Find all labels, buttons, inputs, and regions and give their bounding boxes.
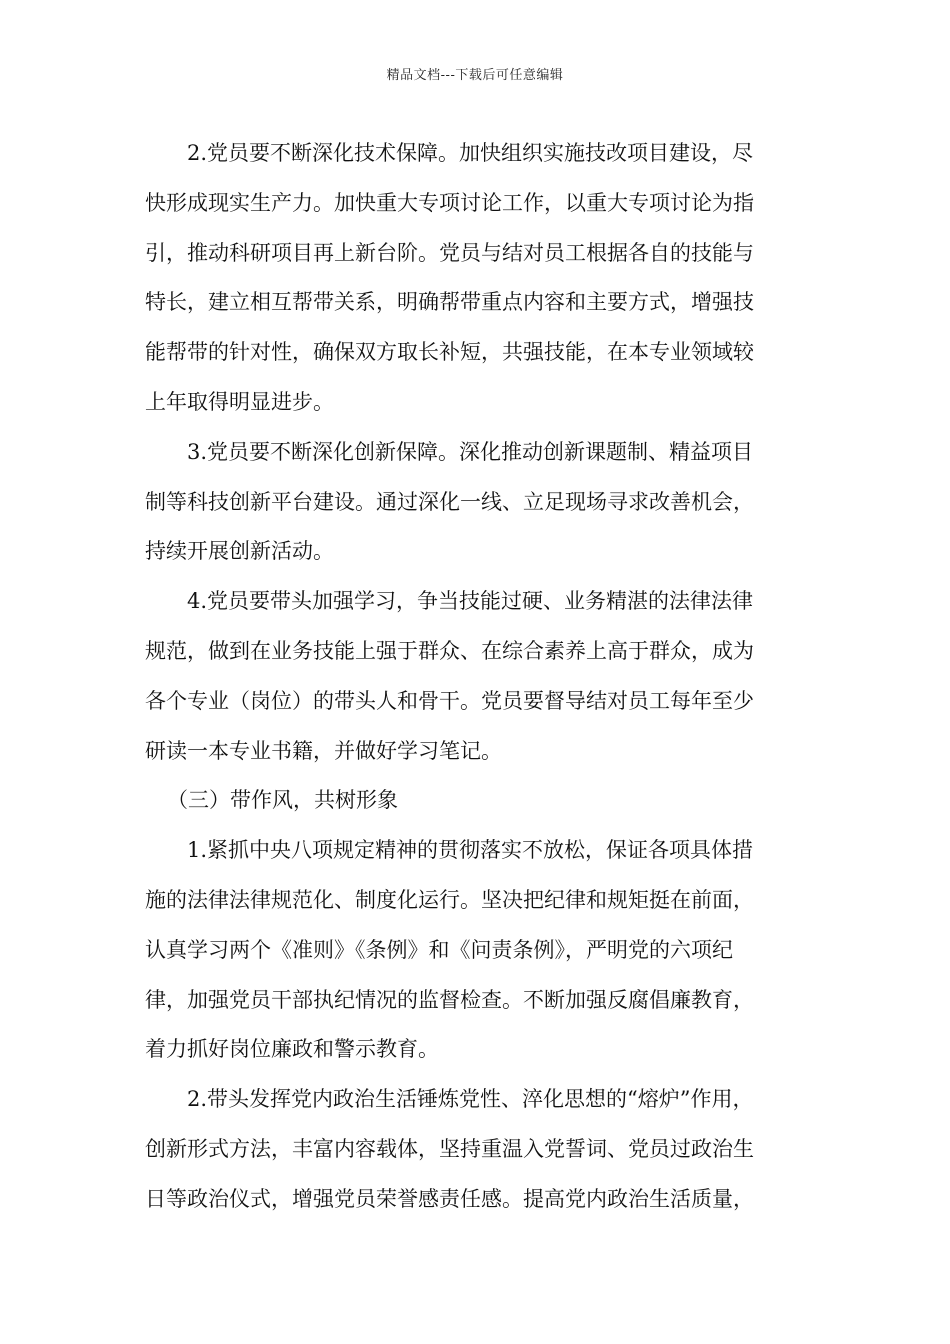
paragraph-line: 4.党员要带头加强学习，争当技能过硬、业务精湛的法律法律 <box>187 589 754 614</box>
paragraph-line: 日等政治仪式，增强党员荣誉感责任感。提高党内政治生活质量， <box>145 1186 754 1211</box>
paragraph-line: 施的法律法律规范化、制度化运行。坚决把纪律和规矩挺在前面， <box>145 887 754 912</box>
paragraph-line: 上年取得明显进步。 <box>145 389 334 414</box>
paragraph-line: 2.带头发挥党内政治生活锤炼党性、淬化思想的“熔炉”作用， <box>187 1087 754 1112</box>
paragraph-line: 各个专业（岗位）的带头人和骨干。党员要督导结对员工每年至少 <box>145 688 754 713</box>
paragraph-line: 持续开展创新活动。 <box>145 539 334 564</box>
paragraph-line: 能帮带的针对性，确保双方取长补短，共强技能，在本专业领域较 <box>145 340 754 365</box>
section-heading: （三）带作风，共树形象 <box>167 788 398 813</box>
paragraph-line: 1.紧抓中央八项规定精神的贯彻落实不放松，保证各项具体措 <box>187 838 754 863</box>
paragraph-line: 认真学习两个《准则》《条例》和《问责条例》，严明党的六项纪 <box>145 937 733 962</box>
paragraph-line: 引，推动科研项目再上新台阶。党员与结对员工根据各自的技能与 <box>145 240 754 265</box>
paragraph-line: 律，加强党员干部执纪情况的监督检查。不断加强反腐倡廉教育， <box>145 987 754 1012</box>
document-body <box>145 129 809 1225</box>
paragraph-line: 着力抓好岗位廉政和警示教育。 <box>145 1037 439 1062</box>
paragraph-line: 快形成现实生产力。加快重大专项讨论工作，以重大专项讨论为指 <box>145 190 754 215</box>
paragraph-line: 特长，建立相互帮带关系，明确帮带重点内容和主要方式，增强技 <box>145 290 754 315</box>
paragraph-line: 创新形式方法，丰富内容载体，坚持重温入党誓词、党员过政治生 <box>145 1136 754 1161</box>
paragraph-line: 3.党员要不断深化创新保障。深化推动创新课题制、精益项目 <box>187 439 754 464</box>
paragraph-line: 研读一本专业书籍，并做好学习笔记。 <box>145 738 502 763</box>
paragraph-line: 2.党员要不断深化技术保障。加快组织实施技改项目建设，尽 <box>187 141 754 165</box>
paragraph-line: 规范，做到在业务技能上强于群众、在综合素养上高于群众，成为 <box>145 638 754 663</box>
paragraph-line: 制等科技创新平台建设。通过深化一线、立足现场寻求改善机会， <box>145 489 754 514</box>
page-header: 精品文档---下载后可任意编辑 <box>386 68 564 83</box>
